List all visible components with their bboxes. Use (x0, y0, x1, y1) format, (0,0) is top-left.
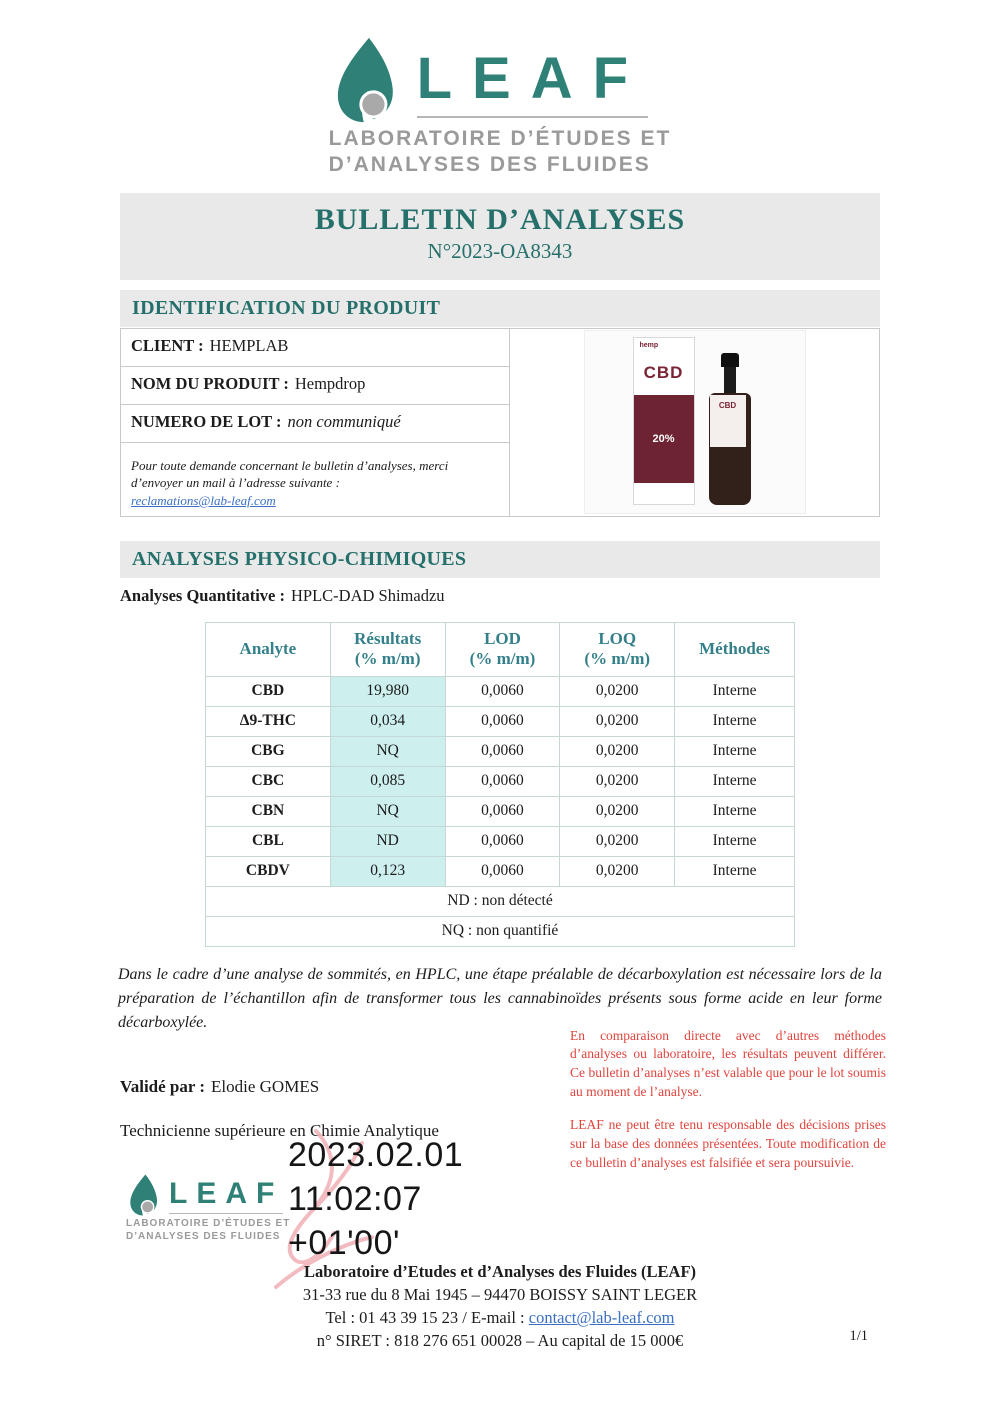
identification-section (120, 329, 880, 517)
validation-zone (120, 1027, 886, 1289)
leaf-logo (329, 36, 672, 179)
col-header-lod: LOD (% m/m) (445, 622, 560, 676)
header (0, 0, 1000, 179)
validated-by-name: Elodie GOMES (211, 1076, 320, 1096)
field-product-name-label: NOM DU PRODUIT : (131, 373, 289, 393)
leaf-icon (329, 36, 403, 124)
col-header-resultats: Résultats (% m/m) (330, 622, 445, 676)
report-banner (120, 193, 880, 280)
cell-resultat: 0,034 (330, 706, 445, 736)
cell-resultat: NQ (330, 736, 445, 766)
stamp-leaf-icon (126, 1173, 162, 1217)
method-label: Analyses Quantitative : (120, 585, 285, 605)
timestamp (288, 1133, 463, 1266)
cell-lod: 0,0060 (445, 736, 560, 766)
report-title: BULLETIN D’ANALYSES (314, 202, 686, 236)
cell-analyte: Δ9-THC (206, 706, 331, 736)
bottle-dropper-stem (724, 367, 736, 395)
product-box (633, 337, 695, 505)
cell-loq: 0,0200 (560, 856, 675, 886)
cell-resultat: 0,123 (330, 856, 445, 886)
cell-analyte: CBG (206, 736, 331, 766)
cell-loq: 0,0200 (560, 796, 675, 826)
cell-methode: Interne (675, 736, 795, 766)
cell-loq: 0,0200 (560, 766, 675, 796)
cell-resultat: ND (330, 826, 445, 856)
footer-lab-name: Laboratoire d’Etudes et d’Analyses des Fluides (LEAF) (303, 1262, 697, 1281)
footnote-nq: NQ : non quantifié (206, 916, 795, 946)
method-value: HPLC-DAD Shimadzu (291, 585, 445, 605)
field-lot-number-label: NUMERO DE LOT : (131, 411, 282, 431)
cell-resultat: NQ (330, 796, 445, 826)
table-row-cbl (206, 826, 795, 856)
cell-lod: 0,0060 (445, 676, 560, 706)
field-product-name (120, 366, 510, 405)
report-number: N°2023-OA8343 (427, 238, 573, 263)
reclamations-email-link[interactable]: reclamations@lab-leaf.com (131, 492, 276, 508)
col-header-loq: LOQ (% m/m) (560, 622, 675, 676)
footer-address: 31-33 rue du 8 Mai 1945 – 94470 BOISSY SAINT LEGER (302, 1285, 698, 1305)
leaf-wordmark: LEAF (417, 50, 648, 118)
footnote-nd: ND : non détecté (206, 886, 795, 916)
bottle-dropper-icon (721, 353, 739, 367)
field-client-label: CLIENT : (131, 335, 204, 355)
cell-resultat: 19,980 (330, 676, 445, 706)
disclaimer-paragraph-2: LEAF ne peut être tenu responsable des décisions prises sur la base des données présentées. Toute modification de ce bulletin d’analyses est falsifiée et sera poursuivie. (570, 1117, 886, 1170)
product-box-text: CBD (643, 363, 684, 382)
field-lot-number-value: non communiqué (287, 411, 401, 431)
cell-analyte: CBDV (206, 856, 331, 886)
stamp-leaf-wordmark: LEAF (169, 1179, 283, 1214)
col-header-analyte: Analyte (206, 622, 331, 676)
table-row-cbn (206, 796, 795, 826)
contact-note (120, 443, 510, 517)
cell-lod: 0,0060 (445, 826, 560, 856)
cell-lod: 0,0060 (445, 796, 560, 826)
page-number: 1/1 (849, 1328, 868, 1344)
cell-analyte: CBD (206, 676, 331, 706)
field-client-value: HEMPLAB (209, 335, 289, 355)
stamp-leaf-tagline: LABORATOIRE D’ÉTUDES ET D’ANALYSES DES FLUIDES (126, 1217, 291, 1242)
disclaimer-paragraph-1: En comparaison directe avec d’autres méthodes d’analyses ou laboratoire, les résultats peuvent différer. Ce bulletin d’analyses n’est valable que pour le lot soumis au moment de l’analyse. (570, 1027, 886, 1100)
timestamp-tz: +01'00' (288, 1223, 400, 1262)
cell-loq: 0,0200 (560, 826, 675, 856)
section-analyses-header: ANALYSES PHYSICO-CHIMIQUES (120, 541, 880, 578)
product-photo-cell (509, 328, 880, 517)
validated-by-label: Validé par : (120, 1076, 206, 1096)
results-table (205, 622, 795, 947)
footer-contact-prefix: Tel : 01 43 39 15 23 / E-mail : (325, 1308, 529, 1328)
cell-loq: 0,0200 (560, 706, 675, 736)
table-row-cbc (206, 766, 795, 796)
bottle-label: CBD (710, 395, 746, 447)
footer-contact (0, 1306, 1000, 1329)
product-box-percent: 20% (634, 395, 694, 483)
timestamp-date: 2023.02.01 (288, 1135, 464, 1174)
cell-methode: Interne (675, 856, 795, 886)
cell-loq: 0,0200 (560, 736, 675, 766)
footer-siret: n° SIRET : 818 276 651 00028 – Au capital de 15 000€ (316, 1331, 684, 1351)
cell-analyte: CBC (206, 766, 331, 796)
cell-methode: Interne (675, 676, 795, 706)
leaf-tagline (329, 126, 672, 179)
cell-lod: 0,0060 (445, 856, 560, 886)
table-row-d9thc (206, 706, 795, 736)
table-row-cbdv (206, 856, 795, 886)
leaf-tagline-line1: LABORATOIRE D’ÉTUDES ET (328, 127, 672, 150)
cell-methode: Interne (675, 796, 795, 826)
field-client (120, 328, 510, 367)
method-line (120, 586, 880, 606)
field-lot-number (120, 404, 510, 443)
contact-note-text: Pour toute demande concernant le bulletin d’analyses, merci d’envoyer un mail à l’adresse suivante : (131, 457, 449, 491)
product-photo (585, 331, 805, 513)
leaf-logo-top (329, 36, 672, 124)
results-header-row (206, 622, 795, 676)
field-product-name-value: Hempdrop (294, 373, 366, 393)
product-box-brand: hemp (639, 342, 659, 349)
cell-resultat: 0,085 (330, 766, 445, 796)
cell-methode: Interne (675, 706, 795, 736)
product-bottle (707, 353, 753, 505)
cell-methode: Interne (675, 766, 795, 796)
table-row-cbg (206, 736, 795, 766)
contact-email-link[interactable]: contact@lab-leaf.com (528, 1308, 675, 1328)
cell-lod: 0,0060 (445, 766, 560, 796)
leaf-tagline-line2: D’ANALYSES DES FLUIDES (328, 153, 651, 177)
cell-lod: 0,0060 (445, 706, 560, 736)
validator-role: Technicienne supérieure en Chimie Analytique (120, 1120, 439, 1140)
col-header-methodes: Méthodes (675, 622, 795, 676)
cell-analyte: CBL (206, 826, 331, 856)
cell-loq: 0,0200 (560, 676, 675, 706)
cell-analyte: CBN (206, 796, 331, 826)
timestamp-time: 11:02:07 (288, 1179, 422, 1218)
decarboxylation-note: Dans le cadre d’une analyse de sommités, en HPLC, une étape préalable de décarboxylation est nécessaire lors de la préparation de l’échantillon afin de transformer tous les cannabinoïdes présents sous forme acide en leur forme décarboxylée. (118, 965, 882, 1031)
table-row-cbd (206, 676, 795, 706)
disclaimer (570, 1027, 886, 1173)
cell-methode: Interne (675, 826, 795, 856)
footnote-row-nd (206, 886, 795, 916)
section-identification-header: IDENTIFICATION DU PRODUIT (120, 290, 880, 327)
footnote-row-nq (206, 916, 795, 946)
